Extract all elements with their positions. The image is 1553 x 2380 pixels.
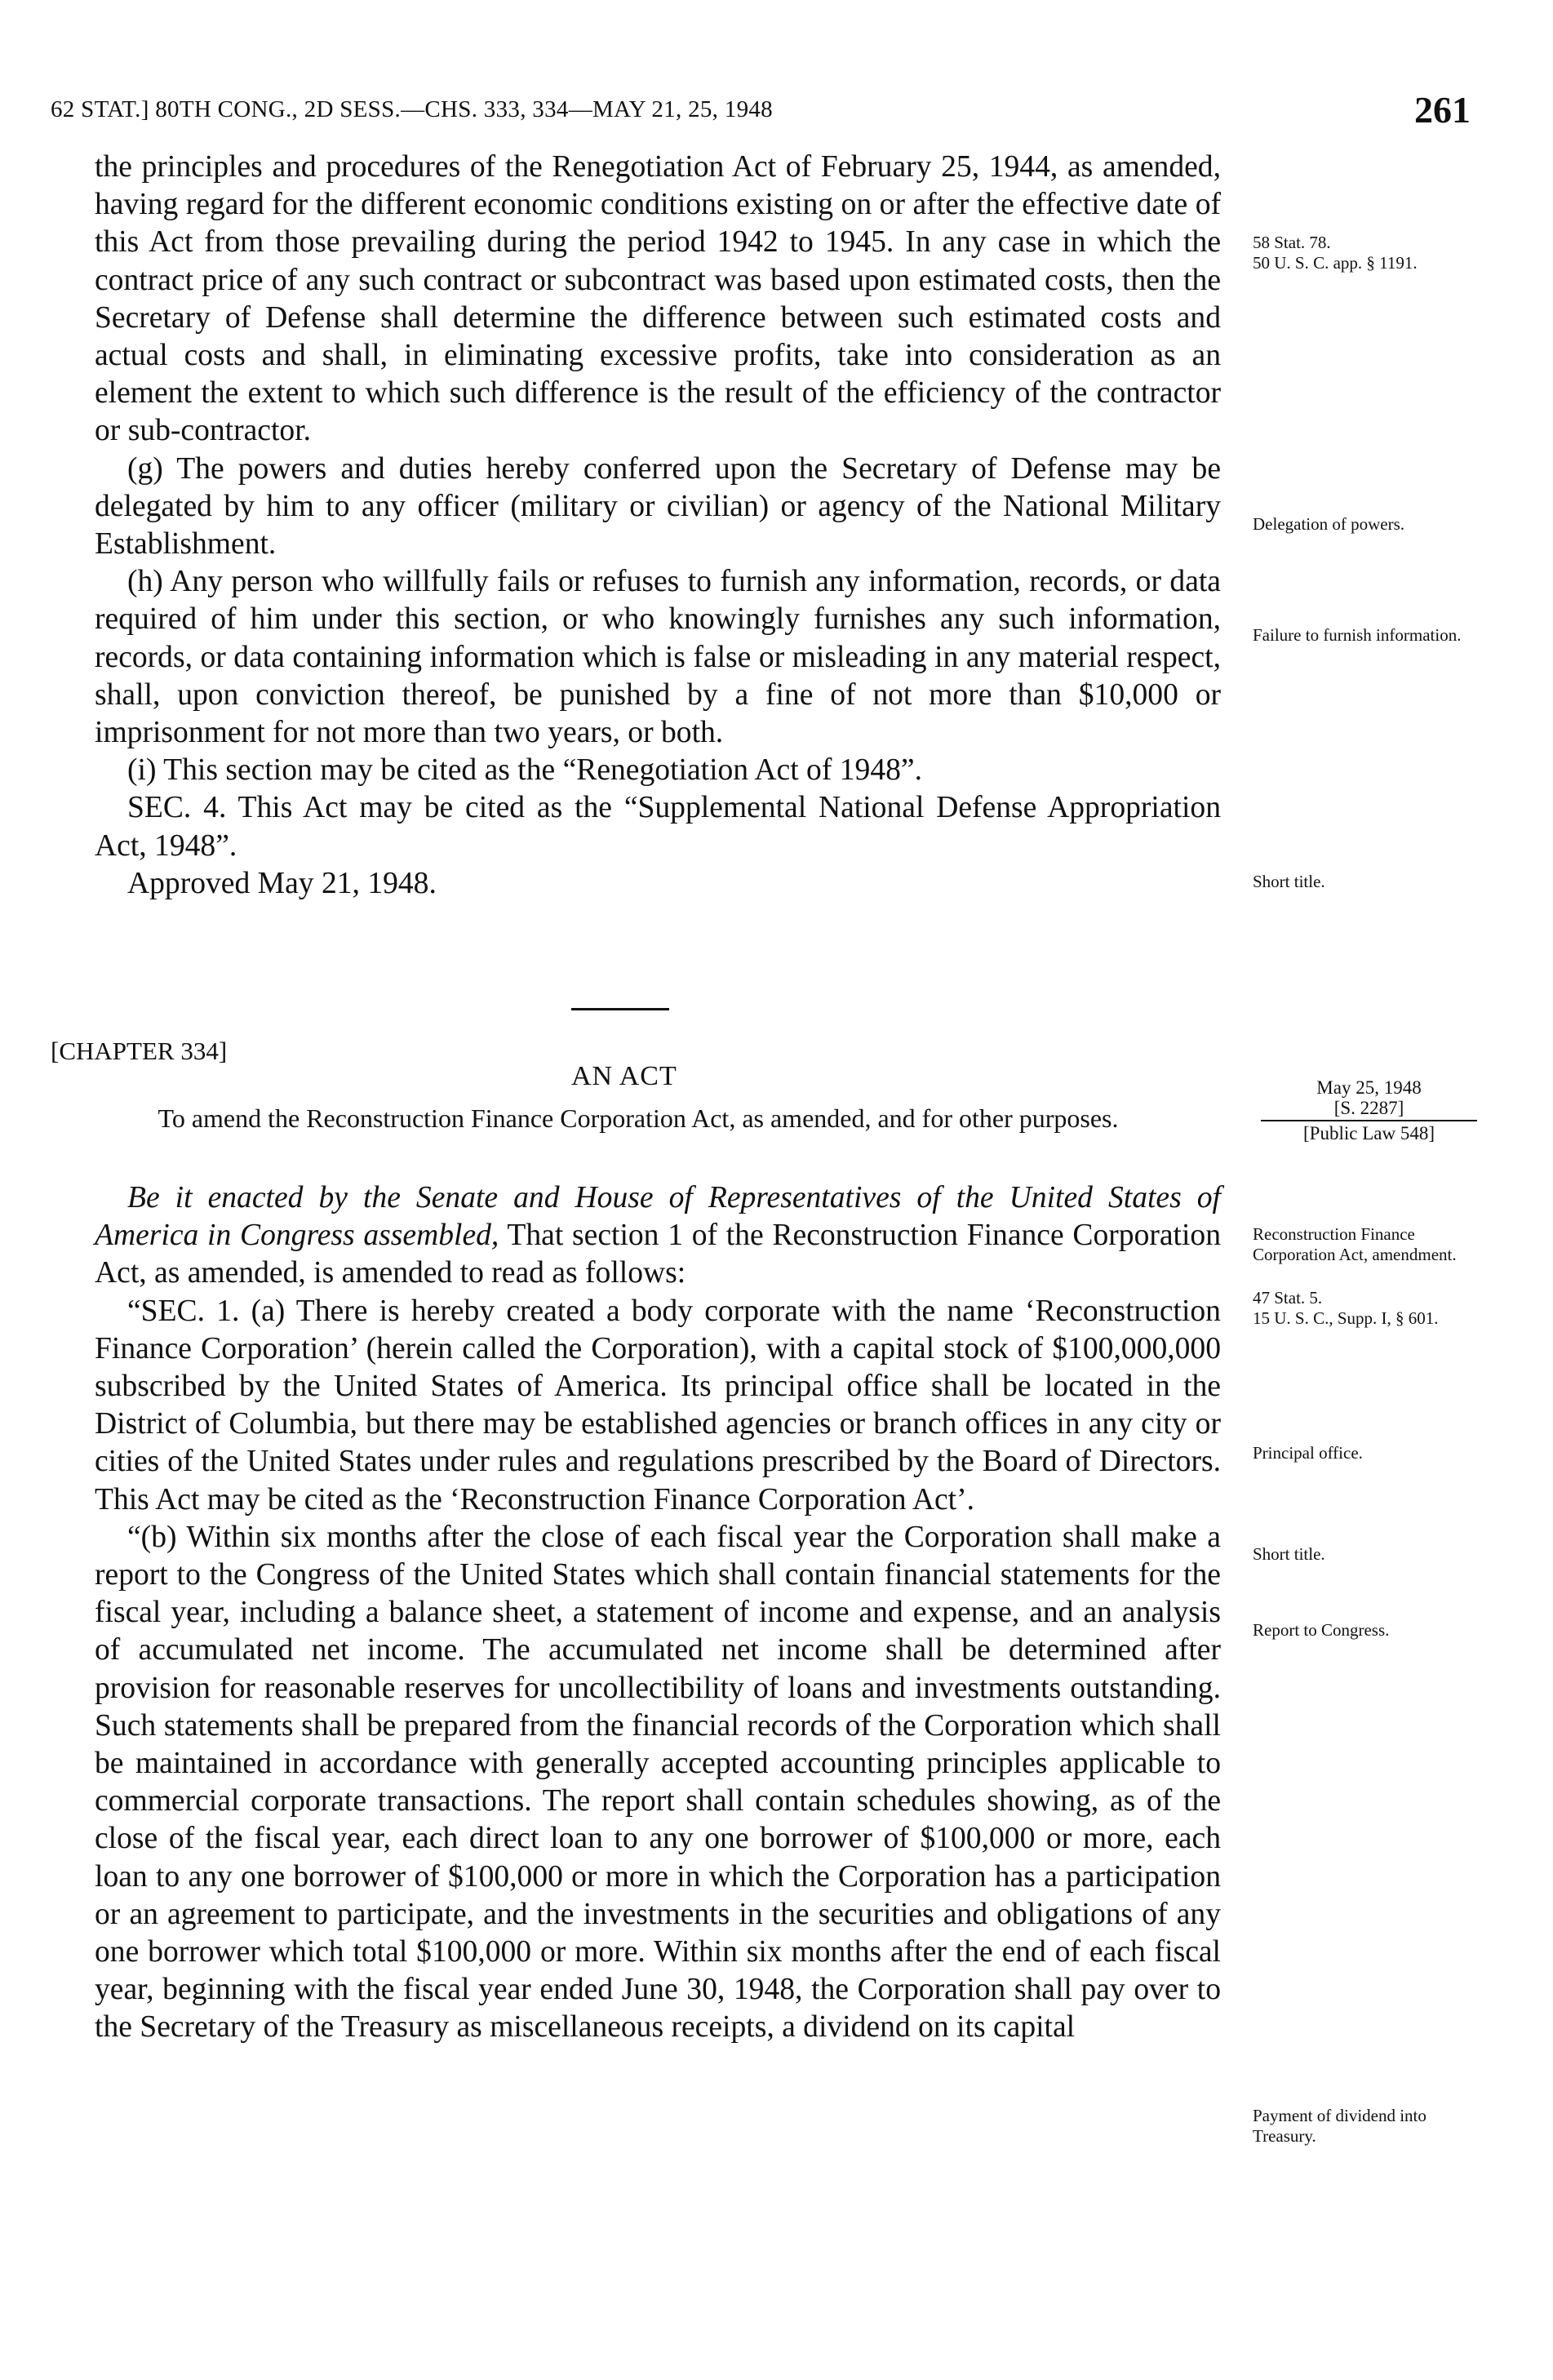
continuation-paragraph: the principles and procedures of the Renegotiation Act of February 25, 1944, as amended, having regard for the different economic conditions existing on or after the effective date of this Act from those prevailing during the period 1942 to 1945. In any case in which the contract price of any such contract or subcontract was based upon estimated costs, then the Secretary of Defense shall determine the difference between such estimated costs and actual costs and shall, in eliminating excessive profits, take into consideration as an element the extent to which such difference is the result of the efficiency of the contractor or sub-contractor.: [95, 150, 1221, 448]
act-body: [95, 1179, 1221, 2047]
enacting-clause-rest: That section 1 of the Reconstruction Finance Corporation Act, as amended, is amended to read as follows:: [95, 1219, 1222, 1290]
top-section: [95, 149, 1221, 903]
margin-usc-15: 15 U. S. C., Supp. I, § 601.: [1253, 1308, 1439, 1328]
chapter-label: [CHAPTER 334]: [51, 1037, 228, 1065]
margin-failure: Failure to furnish information.: [1253, 625, 1462, 645]
section-4-label: SEC. 4.: [127, 791, 227, 825]
enacting-clause: [95, 1179, 1221, 1293]
margin-rfc-amendment: Reconstruction Finance Corporation Act, amendment.: [1253, 1224, 1457, 1264]
enacting-clause-italic: Be it enacted by the Senate and House of Representatives of the United States of America in Congress assembled,: [95, 1181, 1221, 1253]
margin-report: Report to Congress.: [1253, 1620, 1390, 1640]
margin-principal-office: Principal office.: [1253, 1443, 1363, 1463]
section-1-a-text: (a) There is hereby created a body corporate with the name ‘Reconstruction Finance Corporation’ (herein called the Corporation), with a capital stock of $100,000,000 subscribed by the United States of America. Its principal office shall be located in the District of Columbia, but there may be established agencies or branch offices in any city or cities of the United States under rules and regulations prescribed by the Board of Directors. This Act may be cited as the ‘Reconstruction Finance Corporation Act’.: [95, 1294, 1221, 1516]
margin-delegation: Delegation of powers.: [1253, 514, 1405, 534]
section-divider: [571, 1008, 669, 1010]
margin-short-title-1: Short title.: [1253, 872, 1325, 891]
section-1-b: “(b) Within six months after the close of each fiscal year the Corporation shall make a report to the Congress of the United States which shall contain financial statements for the fiscal year, including a balance sheet, a statement of income and expense, and an analysis of accumulated net income. The accumulated net income shall be determined after provision for reasonable reserves for uncollectibility of loans and investments outstanding. Such statements shall be prepared from the financial records of the Corporation which shall be maintained in accordance with generally accepted accounting principles applicable to commercial corporate transactions. The report shall contain schedules showing, as of the close of the fiscal year, each direct loan to any one borrower of $100,000 or more, each loan to any one borrower of $100,000 or more in which the Corporation has a participation or an agreement to participate, and the investments in the securities and obligations of any one borrower which total $100,000 or more. Within six months after the end of each fiscal year, beginning with the fiscal year ended June 30, 1948, the Corporation shall pay over to the Secretary of the Treasury as miscellaneous receipts, a dividend on its capital: [95, 1520, 1221, 2045]
subsection-i: (i) This section may be cited as the “Renegotiation Act of 1948”.: [127, 753, 922, 788]
running-head: 62 STAT.] 80TH CONG., 2D SESS.—CHS. 333, 334—MAY 21, 25, 1948: [51, 96, 773, 122]
section-4-text: This Act may be cited as the “Supplemental National Defense Appropriation Act, 1948”.: [95, 791, 1221, 863]
margin-usc-ref: 50 U. S. C. app. § 1191.: [1253, 253, 1418, 273]
margin-dividend: Payment of dividend into Treasury.: [1253, 2106, 1427, 2146]
act-date: May 25, 1948: [1316, 1077, 1422, 1098]
bill-number: [S. 2287]: [1333, 1098, 1404, 1118]
public-law-number: [Public Law 548]: [1303, 1123, 1435, 1143]
section-1-a: [95, 1293, 1221, 1519]
page-number: 261: [1414, 89, 1471, 131]
act-heading: AN ACT: [571, 1061, 677, 1091]
section-1-label: “SEC. 1.: [127, 1294, 240, 1328]
section-4: [95, 789, 1221, 864]
page-header: [51, 88, 1471, 137]
sidehead-rule: [1261, 1120, 1477, 1121]
margin-short-title-2: Short title.: [1253, 1544, 1325, 1564]
public-law-sidehead: [1253, 1077, 1485, 1143]
margin-stat-ref: 58 Stat. 78.: [1253, 233, 1331, 252]
act-purpose: To amend the Reconstruction Finance Corporation Act, as amended, and for other purposes.: [158, 1103, 1119, 1133]
subsection-g: (g) The powers and duties hereby conferred upon the Secretary of Defense may be delegated by him to any officer (military or civilian) or agency of the National Military Establishment.: [95, 451, 1221, 562]
subsection-h: (h) Any person who willfully fails or refuses to furnish any information, records, or data required of him under this section, or who knowingly furnishes any such information, records, or data containing information which is false or misleading in any material respect, shall, upon conviction thereof, be punished by a fine of not more than $10,000 or imprisonment for not more than two years, or both.: [95, 565, 1221, 750]
margin-stat-47: 47 Stat. 5.: [1253, 1288, 1323, 1308]
approved-date: Approved May 21, 1948.: [127, 866, 437, 900]
